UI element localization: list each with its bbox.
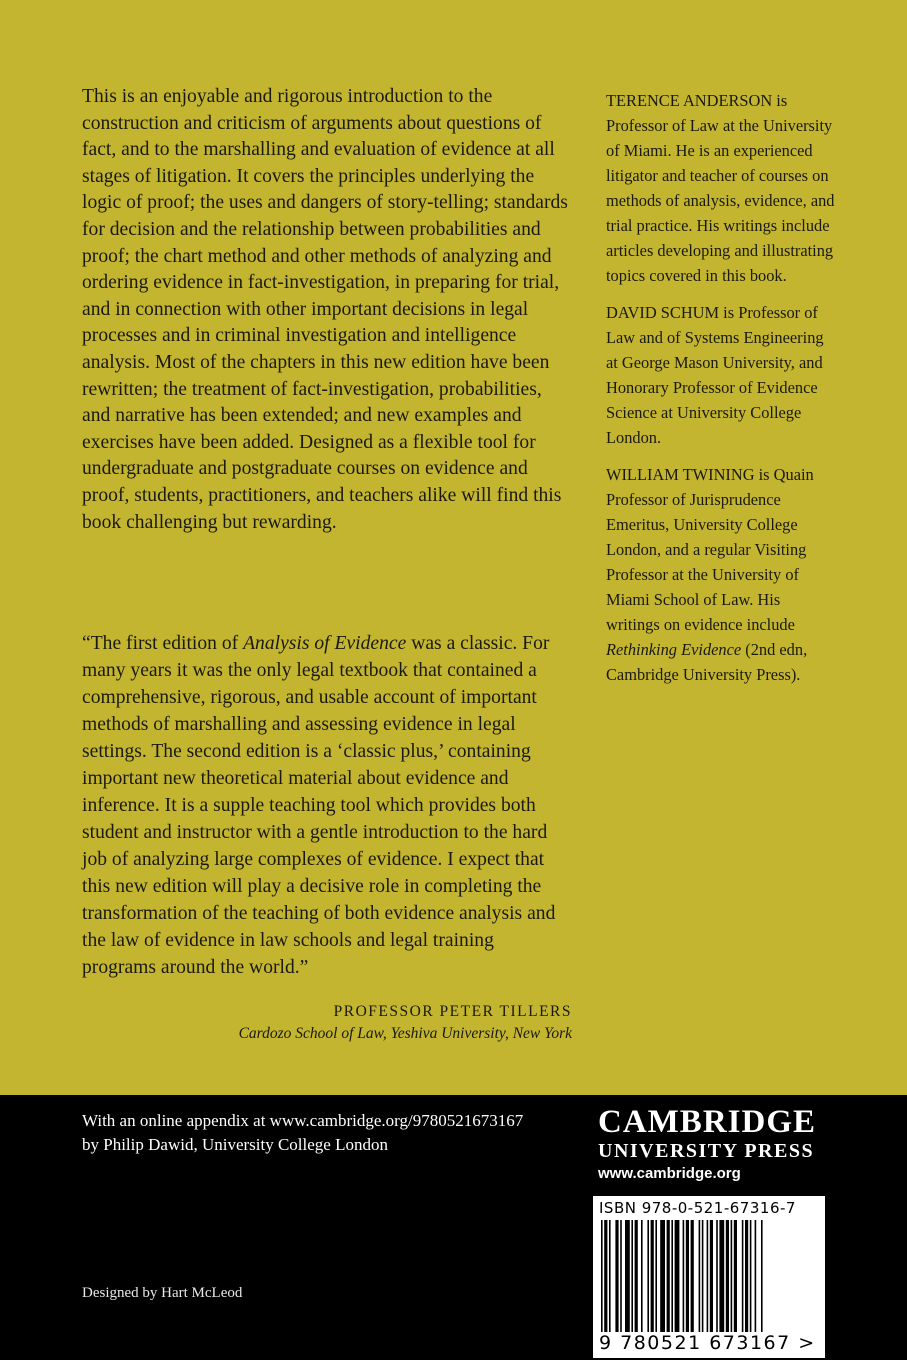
book-description: This is an enjoyable and rigorous introduction to the construction and criticism of arguments about questions of fact, and to the marshalling and evaluation of evidence at all stages of litigation. It covers the principles underlying the logic of proof; the uses and dangers of story-telling; standards for decision and the relationship between probabilities and proof; the chart method and other methods of analyzing and ordering evidence in fact-investigation, in preparing for trial, and in connection with other important decisions in legal processes and in criminal investigation and intelligence analysis. Most of the chapters in this new edition have been rewritten; the treatment of fact-investigation, probabilities, and narrative has been extended; and new examples and exercises have been added. Designed as a flexible tool for undergraduate and postgraduate courses on evidence and proof, students, practitioners, and teachers alike will find this book challenging but rewarding. — [82, 86, 568, 533]
isbn-number: ISBN 978-0-521-67316-7 — [599, 1199, 796, 1217]
publisher-subname: UNIVERSITY PRESS — [598, 1140, 815, 1162]
publisher-name: CAMBRIDGE — [598, 1104, 817, 1140]
designer-credit: Designed by Hart McLeod — [82, 1285, 243, 1301]
online-appendix-note — [82, 1109, 582, 1157]
bio-anderson: TERENCE ANDERSON is Professor of Law at the University of Miami. He is an experienced litigator and teacher of courses on methods of analysis, evidence, and trial practice. His writings include articles developing and illustrating topics covered in this book. — [606, 91, 835, 285]
bio-twining-text: WILLIAM TWINING is Quain Professor of Jurisprudence Emeritus, University College London, and a regular Visiting Professor at the University of Miami School of Law. His writings on evidence include — [606, 465, 814, 634]
appendix-line-2: by Philip Dawid, University College London — [82, 1135, 388, 1154]
appendix-line-1: With an online appendix at www.cambridge.org/9780521673167 — [82, 1111, 524, 1130]
bio-schum: DAVID SCHUM is Professor of Law and of Systems Engineering at George Mason University, and Honorary Professor of Evidence Science at University College London. — [606, 303, 824, 447]
quote-book-title: Analysis of Evidence — [243, 633, 407, 654]
quote-text-end: was a classic. For many years it was the only legal textbook that contained a comprehensive, rigorous, and usable account of important methods of marshalling and assessing evidence in legal settings. The second edition is a ‘classic plus,’ containing important new theoretical material about evidence and inference. It is a supple teaching tool which provides both student and instructor with a gentle introduction to the hard job of analyzing large complexes of evidence. I expect that this new edition will play a decisive role in completing the transformation of the teaching of both evidence analysis and the law of evidence in law schools and legal training programs around the world.” — [82, 633, 556, 978]
barcode-digits: 9 780521 673167 > — [599, 1332, 816, 1354]
quote-text-start: “The first edition of — [82, 633, 244, 654]
barcode-bars — [601, 1220, 815, 1332]
review-quote — [82, 630, 572, 981]
isbn-barcode — [593, 1196, 825, 1358]
quote-attribution — [200, 1001, 572, 1045]
quote-author: PROFESSOR PETER TILLERS — [333, 1003, 572, 1020]
bio-twining-book: Rethinking Evidence — [606, 640, 742, 659]
footer-band — [0, 1095, 907, 1360]
publisher-logo — [598, 1105, 828, 1182]
author-bios — [606, 88, 836, 699]
publisher-url: www.cambridge.org — [598, 1165, 741, 1182]
bio-twining-text-end: (2nd edn, Cambridge University Press). — [606, 640, 808, 684]
bio-twining — [606, 462, 836, 687]
quote-affiliation: Cardozo School of Law, Yeshiva University, New York — [238, 1025, 572, 1042]
